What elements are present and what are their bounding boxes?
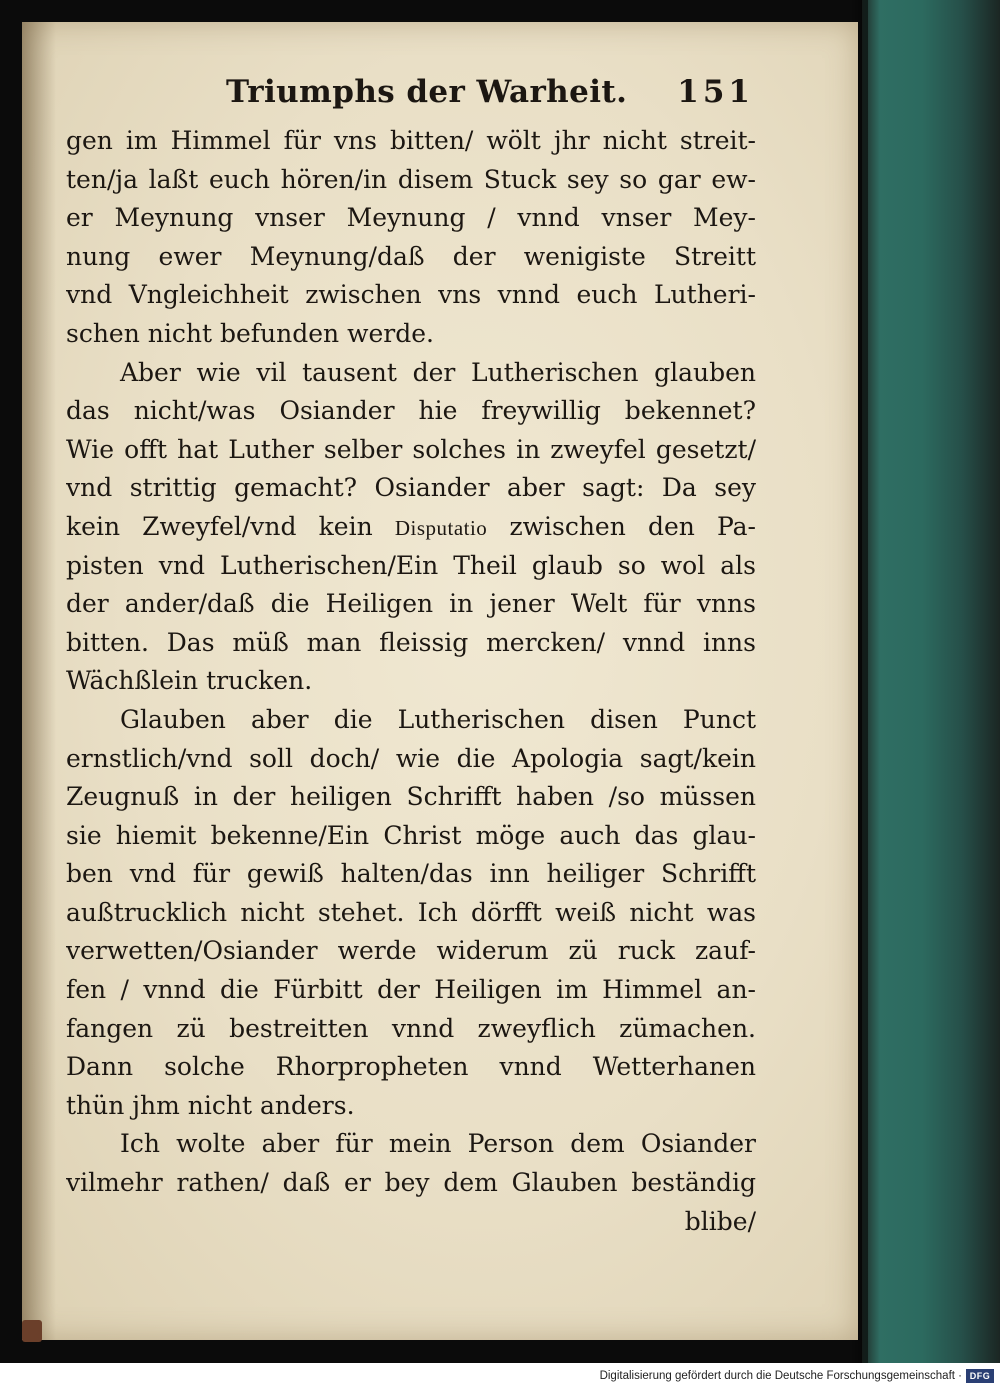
running-head bbox=[68, 70, 758, 116]
text-line: Wie offt hat Luther selber solches in zweyfel gesetzt/ bbox=[66, 434, 756, 464]
text-line: verwetten/Osiander werde widerum zü ruck zauf- bbox=[66, 936, 756, 966]
text-line: vnd Vngleichheit zwischen vns vnnd euch Lutheri- bbox=[66, 280, 756, 310]
text-line: er Meynung vnser Meynung / vnnd vnser Mey- bbox=[66, 203, 756, 233]
text-fragment: zwischen den Pa- bbox=[509, 511, 756, 541]
text-line: Aber wie vil tausent der Lutherischen glauben bbox=[120, 357, 756, 387]
body-text bbox=[66, 122, 756, 1241]
text-line: vilmehr rathen/ daß er bey dem Glauben beständig bbox=[66, 1168, 756, 1198]
funding-note: Digitalisierung gefördert durch die Deutsche Forschungsgemeinschaft · bbox=[599, 1370, 962, 1382]
text-line: ten/ja laßt euch hören/in disem Stuck sey so gar ew- bbox=[66, 164, 756, 194]
text-fragment: kein Zweyfel/vnd kein bbox=[66, 511, 373, 541]
text-line: fangen zü bestreitten vnnd zweyflich zümachen. bbox=[66, 1013, 756, 1043]
text-line: fen / vnnd die Fürbitt der Heiligen im Himmel an- bbox=[66, 975, 756, 1005]
text-line: Ich wolte aber für mein Person dem Osiander bbox=[120, 1129, 756, 1159]
text-line: Glauben aber die Lutherischen disen Punct bbox=[120, 704, 756, 734]
text-line: schen nicht befunden werde. bbox=[66, 318, 434, 348]
text-line: bitten. Das müß man fleissig mercken/ vnnd inns bbox=[66, 627, 756, 657]
text-line: Zeugnuß in der heiligen Schrifft haben /so müssen bbox=[66, 782, 756, 812]
text-line: Wächßlein trucken. bbox=[66, 666, 313, 696]
text-line: pisten vnd Lutherischen/Ein Theil glaub so wol als bbox=[66, 550, 756, 580]
dfg-logo: DFG bbox=[966, 1369, 994, 1383]
page-corner-stain bbox=[22, 1320, 42, 1342]
text-line: ernstlich/vnd soll doch/ wie die Apologia sagt/kein bbox=[66, 743, 756, 773]
text-line: ben vnd für gewiß halten/das inn heiliger Schrifft bbox=[66, 859, 756, 889]
catchword: blibe/ bbox=[684, 1206, 756, 1236]
page-number: 151 bbox=[677, 74, 754, 110]
text-line: Dann solche Rhorpropheten vnnd Wetterhanen bbox=[66, 1052, 756, 1082]
footer-bar bbox=[0, 1363, 1000, 1391]
text-line: außtrucklich nicht stehet. Ich dörfft weiß nicht was bbox=[66, 897, 756, 927]
text-line: gen im Himmel für vns bitten/ wölt jhr nicht streit- bbox=[66, 126, 756, 155]
running-title: Triumphs der Warheit. bbox=[226, 74, 628, 110]
text-line: nung ewer Meynung/daß der wenigiste Streitt bbox=[66, 241, 756, 271]
book-cover-edge bbox=[862, 0, 1000, 1363]
text-line: thün jhm nicht anders. bbox=[66, 1090, 355, 1120]
text-line: der ander/daß die Heiligen in jener Welt für vnns bbox=[66, 589, 756, 619]
page-gutter-shadow bbox=[22, 22, 56, 1340]
text-line: sie hiemit bekenne/Ein Christ möge auch das glau- bbox=[66, 820, 756, 850]
latin-word: Disputatio bbox=[394, 515, 488, 540]
text-line-with-latin bbox=[66, 508, 756, 547]
text-line: vnd strittig gemacht? Osiander aber sagt: Da sey bbox=[66, 473, 756, 503]
text-line: das nicht/was Osiander hie freywillig bekennet? bbox=[66, 396, 756, 426]
